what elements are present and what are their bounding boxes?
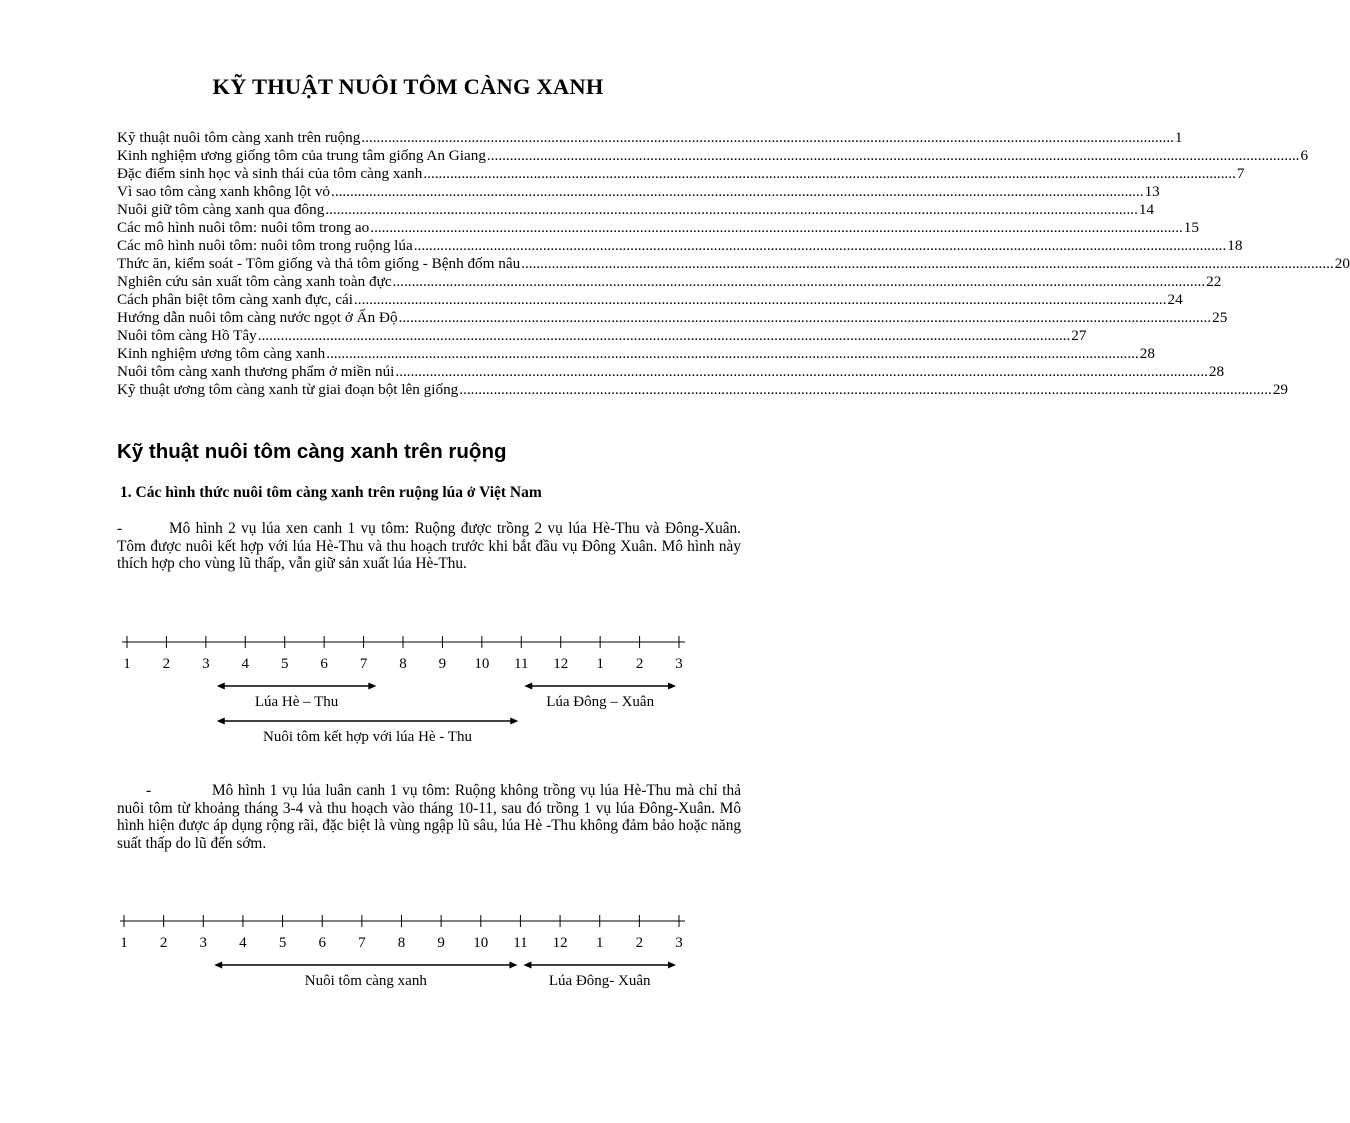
toc-entry-label: Nuôi giữ tôm càng xanh qua đông: [117, 201, 325, 218]
toc-entry[interactable]: [117, 219, 1199, 237]
toc-entry-page: 29: [1272, 381, 1288, 398]
toc-leader-dots: [370, 219, 1183, 237]
page-title: KỸ THUẬT NUÔI TÔM CÀNG XANH: [212, 74, 604, 99]
timeline-month-label: 3: [675, 935, 683, 951]
section-heading: Kỹ thuật nuôi tôm càng xanh trên ruộng: [117, 440, 507, 463]
toc-entry-page: 15: [1183, 219, 1199, 236]
toc-entry[interactable]: [117, 309, 1228, 327]
toc-leader-dots: [331, 183, 1144, 201]
toc-entry-page: 25: [1212, 309, 1228, 326]
toc-entry-label: Vì sao tôm càng xanh không lột vỏ: [117, 183, 331, 200]
toc-entry-label: Nuôi tôm càng xanh thương phẩm ở miền núi: [117, 363, 395, 380]
toc-leader-dots: [393, 273, 1206, 291]
toc-leader-dots: [325, 201, 1138, 219]
toc-entry-page: 14: [1138, 201, 1155, 218]
timeline-month-label: 1: [123, 656, 131, 672]
toc-entry[interactable]: [117, 165, 1245, 183]
timeline-month-label: 5: [278, 935, 287, 951]
timeline-month-label: 6: [320, 656, 328, 672]
timeline-month-label: 9: [438, 656, 447, 672]
arrow-left-icon: [214, 962, 222, 969]
toc-entry-label: Nghiên cứu sản xuất tôm càng xanh toàn đực: [117, 273, 392, 290]
toc-entry-page: 22: [1206, 273, 1222, 290]
toc-entry-page: 24: [1167, 291, 1183, 308]
toc-entry-label: Hướng dẫn nuôi tôm càng nước ngọt ở Ấn Độ: [117, 309, 398, 326]
toc-entry-page: 27: [1071, 327, 1087, 344]
timeline-month-label: 1: [120, 935, 128, 951]
toc-leader-dots: [399, 309, 1212, 327]
timeline-month-label: 4: [239, 935, 247, 951]
timeline-month-label: 2: [635, 656, 644, 672]
timeline-month-label: 10: [473, 935, 489, 951]
arrow-right-icon: [510, 718, 518, 725]
toc-entry[interactable]: [117, 291, 1183, 309]
toc-leader-dots: [395, 363, 1208, 381]
toc-entry[interactable]: [117, 201, 1155, 219]
toc-entry-page: 6: [1300, 147, 1309, 164]
arrow-right-icon: [509, 962, 517, 969]
toc-entry[interactable]: [117, 345, 1155, 363]
bullet-dash: -: [146, 782, 152, 799]
timeline-month-label: 10: [474, 656, 490, 672]
timeline-month-label: 1: [595, 935, 604, 951]
paragraph-model-1: [117, 520, 741, 573]
timeline-month-label: 11: [514, 656, 529, 672]
timeline-month-label: 4: [241, 656, 250, 672]
timeline-month-label: 6: [318, 935, 326, 951]
arrow-left-icon: [217, 718, 225, 725]
toc-entry[interactable]: [117, 237, 1243, 255]
toc-entry-label: Kỹ thuật nuôi tôm càng xanh trên ruộng: [117, 129, 361, 146]
toc-leader-dots: [361, 129, 1174, 147]
arrow-right-icon: [368, 683, 376, 690]
arrow-right-icon: [668, 962, 676, 969]
toc-leader-dots: [354, 291, 1167, 309]
timeline-month-label: 1: [596, 656, 604, 672]
timeline-month-label: 12: [553, 656, 569, 672]
toc-entry[interactable]: [117, 147, 1309, 165]
toc-entry[interactable]: [117, 273, 1222, 291]
timeline-month-label: 3: [202, 656, 210, 672]
toc-entry-label: Đặc điểm sinh học và sinh thái của tôm càng xanh: [117, 165, 423, 182]
timeline-month-label: 8: [399, 656, 407, 672]
toc-entry[interactable]: [117, 381, 1288, 399]
toc-entry[interactable]: [117, 363, 1225, 381]
toc-leader-dots: [258, 327, 1071, 345]
toc-entry-page: 18: [1227, 237, 1243, 254]
toc-leader-dots: [487, 147, 1300, 165]
timeline-month-label: 5: [280, 656, 289, 672]
toc-entry-label: Nuôi tôm càng Hồ Tây: [117, 327, 257, 344]
bullet-dash: -: [117, 520, 123, 537]
toc-entry-page: 7: [1236, 165, 1245, 182]
toc-entry[interactable]: [117, 183, 1160, 201]
paragraph-model-2: [117, 782, 741, 852]
toc-entry-page: 28: [1208, 363, 1225, 380]
toc-entry-label: Cách phân biệt tôm càng xanh đực, cái: [117, 291, 353, 308]
toc-entry[interactable]: [117, 327, 1087, 345]
toc-entry-label: Thức ăn, kiểm soát - Tôm giống và thả tôm giống - Bệnh đốm nâu: [117, 255, 521, 272]
toc-entry-label: Các mô hình nuôi tôm: nuôi tôm trong ao: [117, 219, 370, 236]
timeline-diagram-1: [0, 620, 816, 745]
arrow-left-icon: [523, 962, 531, 969]
arrow-left-icon: [524, 683, 532, 690]
toc-entry-label: Các mô hình nuôi tôm: nuôi tôm trong ruộng lúa: [117, 237, 413, 254]
toc-entry[interactable]: [117, 255, 1350, 273]
timeline-span-label: Lúa Đông- Xuân: [548, 973, 651, 989]
timeline-span-label: Nuôi tôm càng xanh: [304, 973, 427, 989]
timeline-month-label: 9: [437, 935, 445, 951]
subsection-heading: 1. Các hình thức nuôi tôm càng xanh trên ruộng lúa ở Việt Nam: [120, 484, 542, 501]
toc-leader-dots: [423, 165, 1236, 183]
toc-entry-page: 1: [1174, 129, 1183, 146]
toc-leader-dots: [521, 255, 1334, 273]
timeline-span-label: Nuôi tôm kết hợp với lúa Hè - Thu: [263, 729, 472, 745]
timeline-month-label: 2: [159, 935, 168, 951]
paragraph-text: Mô hình 2 vụ lúa xen canh 1 vụ tôm: Ruộng được trồng 2 vụ lúa Hè-Thu và Đông-Xuân. Tôm được nuôi kết hợp với lúa Hè-Thu và thu hoạch trước khi bắt đầu vụ Đông Xuân. Mô hình này thích hợp cho vùng lũ thấp, vẫn giữ sản xuất lúa Hè-Thu.: [117, 520, 741, 572]
timeline-month-label: 3: [675, 656, 683, 672]
timeline-span-label: Lúa Hè – Thu: [254, 694, 339, 710]
timeline-diagram-2: [0, 905, 816, 995]
timeline-month-label: 2: [162, 656, 171, 672]
toc-entry-page: 20: [1334, 255, 1350, 272]
table-of-contents: [117, 129, 1350, 399]
timeline-month-label: 3: [199, 935, 208, 951]
toc-entry[interactable]: [117, 129, 1183, 147]
toc-entry-label: Kinh nghiệm ương giống tôm của trung tâm giống An Giang: [117, 147, 486, 164]
arrow-left-icon: [217, 683, 225, 690]
toc-leader-dots: [326, 345, 1139, 363]
timeline-month-label: 8: [397, 935, 406, 951]
toc-entry-label: Kinh nghiệm ương tôm càng xanh: [117, 345, 326, 362]
timeline-month-label: 11: [513, 935, 528, 951]
toc-leader-dots: [459, 381, 1272, 399]
toc-entry-label: Kỹ thuật ương tôm càng xanh từ giai đoạn bột lên giống: [117, 381, 459, 398]
timeline-month-label: 12: [552, 935, 568, 951]
timeline-month-label: 2: [635, 935, 644, 951]
timeline-month-label: 7: [358, 935, 366, 951]
toc-entry-page: 28: [1139, 345, 1155, 362]
arrow-right-icon: [668, 683, 676, 690]
toc-entry-page: 13: [1144, 183, 1160, 200]
timeline-month-label: 7: [359, 656, 368, 672]
toc-leader-dots: [414, 237, 1227, 255]
timeline-span-label: Lúa Đông – Xuân: [546, 694, 655, 710]
paragraph-text: Mô hình 1 vụ lúa luân canh 1 vụ tôm: Ruộng không trồng vụ lúa Hè-Thu mà chỉ thả nuôi tôm từ khoảng tháng 3-4 và thu hoạch vào tháng 10-11, sau đó trồng 1 vụ lúa Đông-Xuân. Mô hình hiện được áp dụng rộng rãi, đặc biệt là vùng ngập lũ sâu, lúa Hè -Thu không đảm bảo hoặc năng suất thấp do lũ đến sớm.: [117, 782, 741, 852]
